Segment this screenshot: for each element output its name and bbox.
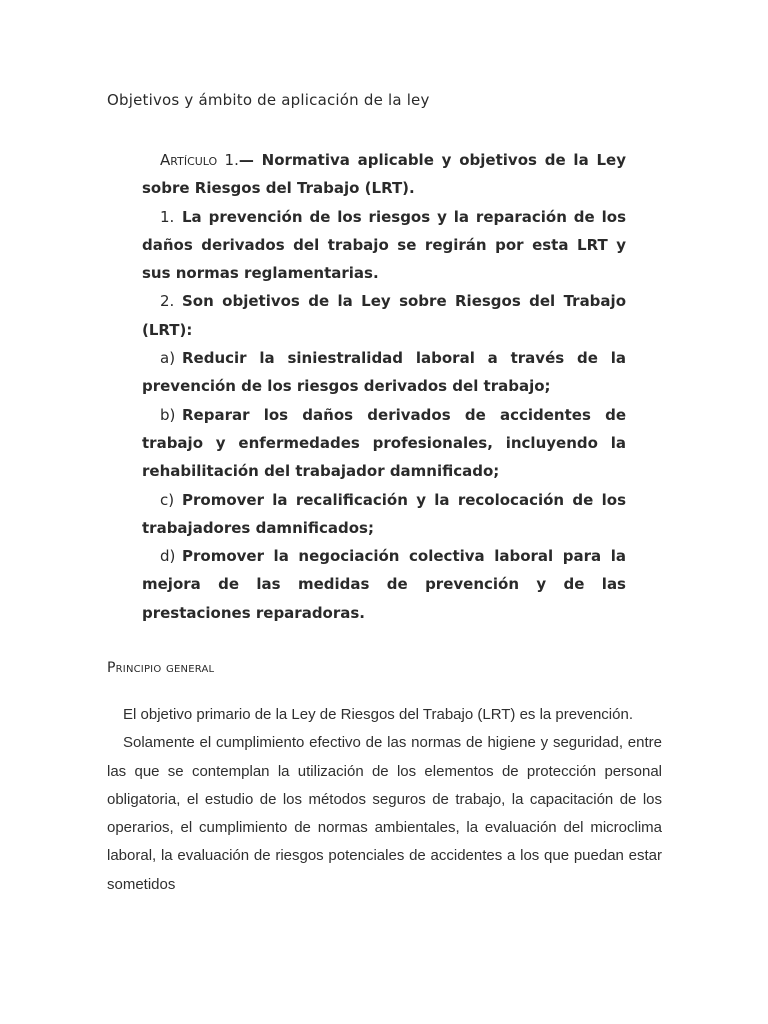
article-label: Artículo 1. — [160, 151, 239, 169]
section-paragraph-1: El objetivo primario de la Ley de Riesgos del Trabajo (LRT) es la prevención. — [123, 706, 633, 723]
article-heading — [142, 146, 626, 203]
article-item-2 — [142, 287, 626, 344]
item-text: Reducir la siniestralidad laboral a través de la prevención de los riesgos derivados del trabajo; — [142, 349, 626, 396]
document-title: Objetivos y ámbito de aplicación de la ley — [107, 91, 430, 109]
article-heading-text: Normativa aplicable y objetivos de la Ley sobre Riesgos del Trabajo (LRT). — [142, 151, 626, 198]
article-item-c — [142, 486, 626, 543]
item-marker: 2. — [160, 292, 175, 311]
article-item-a — [142, 344, 626, 401]
item-marker: 1. — [160, 207, 175, 226]
item-marker: a) — [160, 349, 176, 368]
article-item-d — [142, 542, 626, 627]
item-text: La prevención de los riesgos y la reparación de los daños derivados del trabajo se regirán por esta LRT y sus normas reglamentarias. — [142, 207, 626, 283]
item-text: Reparar los daños derivados de accidentes de trabajo y enfermedades profesionales, incluyendo la rehabilitación del trabajador damnificado; — [142, 405, 626, 481]
article-dash: — — [238, 151, 254, 169]
item-marker: c) — [160, 490, 175, 509]
section-paragraph-2: Solamente el cumplimiento efectivo de las normas de higiene y seguridad, entre las que se contemplan la utilización de los elementos de protección personal obligatoria, el estudio de los métodos seguros de trabajo, la capacitación de los operarios, el cumplimiento de normas ambientales, la evaluación del microclima laboral, la evaluación de riesgos potenciales de accidentes a los que puedan estar sometidos — [107, 734, 662, 893]
article-1 — [142, 146, 626, 627]
item-marker: b) — [160, 405, 176, 424]
section-heading: Principio general — [107, 660, 215, 676]
item-text: Promover la recalificación y la recolocación de los trabajadores damnificados; — [142, 490, 626, 537]
item-text: Promover la negociación colectiva laboral para la mejora de las medidas de prevención y de las prestaciones reparadoras. — [142, 547, 626, 622]
item-marker: d) — [160, 547, 176, 566]
article-item-b — [142, 401, 626, 486]
article-item-1 — [142, 203, 626, 288]
item-text: Son objetivos de la Ley sobre Riesgos del Trabajo (LRT): — [142, 292, 626, 339]
section-body — [107, 701, 662, 899]
